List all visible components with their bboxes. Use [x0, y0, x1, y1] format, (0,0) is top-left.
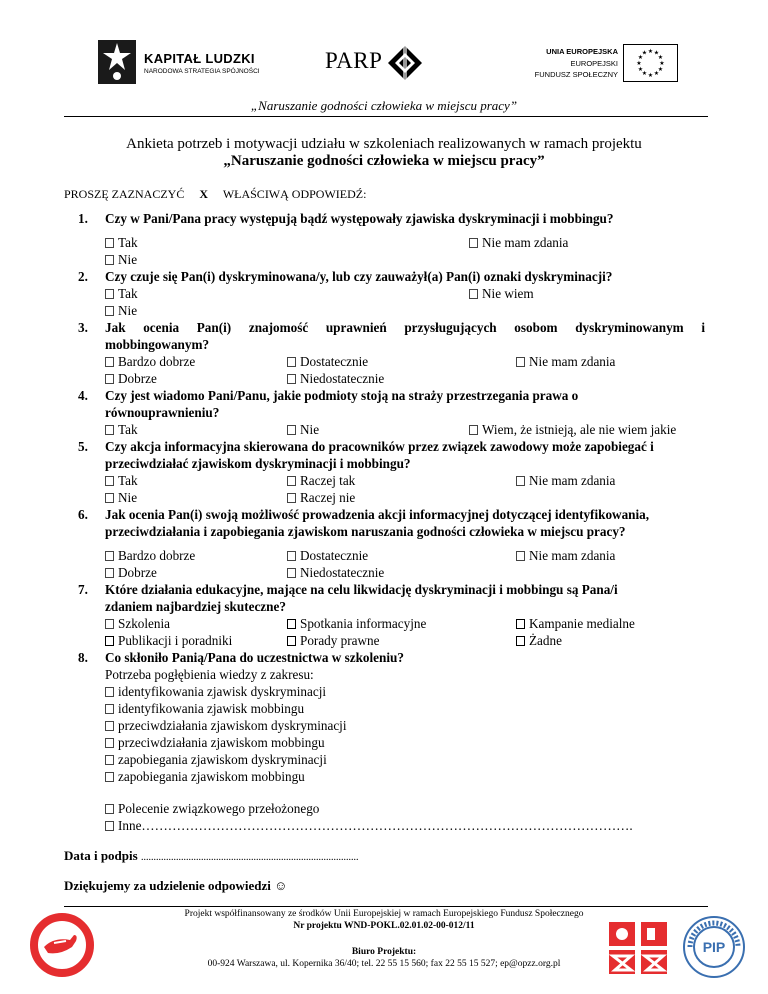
parp-text: PARP	[325, 48, 383, 73]
checkbox[interactable]	[105, 738, 114, 748]
checkbox[interactable]	[105, 821, 114, 831]
question-number: 1.	[78, 211, 88, 226]
footer-line2: Nr projektu WND-POKL.02.01.02-00-012/11	[293, 921, 475, 931]
footer-line3: Biuro Projektu:	[351, 947, 417, 957]
q7-option-szkolenia[interactable]: Szkolenia	[105, 615, 170, 632]
footer-line4: 00-924 Warszawa, ul. Kopernika 36/40; tel. 22 55 15 560; fax 22 55 15 527; ep@opzz.org.pl	[207, 959, 561, 969]
q7-option-kampanie-medialne[interactable]: Kampanie medialne	[516, 615, 635, 632]
question-text-line1: Jak ocenia Pan(i) znajomość uprawnień przysługujących osobom dyskryminowanym i	[105, 320, 705, 335]
question-number: 3.	[78, 320, 88, 335]
checkbox[interactable]	[287, 476, 296, 486]
checkbox[interactable]	[516, 357, 525, 367]
kapital-ludzki-logo	[98, 40, 258, 84]
question-number: 6.	[78, 507, 88, 522]
question-number: 4.	[78, 388, 88, 403]
q7-option-porady-prawne[interactable]: Porady prawne	[287, 632, 379, 649]
checkbox[interactable]	[516, 619, 525, 629]
q8-option-5[interactable]: zapobiegania zjawiskom dyskryminacji	[105, 751, 327, 768]
q7-option-publikacji-i-poradniki[interactable]: Publikacji i poradniki	[105, 632, 232, 649]
q8-option-6[interactable]: zapobiegania zjawiskom mobbingu	[105, 768, 305, 785]
checkbox[interactable]	[469, 238, 478, 248]
instruction	[64, 187, 366, 202]
question-text-line1: Jak ocenia Pan(i) swoją możliwość prowadzenia akcji informacyjnej dotyczącej identyfikowania,	[105, 507, 650, 522]
checkbox[interactable]	[287, 568, 296, 578]
checkbox[interactable]	[287, 425, 296, 435]
question-text-line2: przeciwdziałania i zapobiegania zjawiskom naruszania godności człowieka w miejscu pracy?	[105, 524, 626, 539]
eu-line1: UNIA EUROPEJSKA	[546, 47, 618, 56]
survey-title-line1: Ankieta potrzeb i motywacji udziału w szkoleniach realizowanych w ramach projektu	[126, 136, 642, 152]
q6-option-niedostatecznie[interactable]: Niedostatecznie	[287, 564, 384, 581]
checkbox[interactable]	[516, 551, 525, 561]
q6-option-dobrze[interactable]: Dobrze	[105, 564, 157, 581]
q7-option-zadne[interactable]: Żadne	[516, 632, 562, 649]
q2-option-nie[interactable]: Nie	[105, 302, 137, 319]
footer-divider	[64, 906, 708, 907]
q2-option-tak[interactable]: Tak	[105, 285, 138, 302]
q3-option-dostatecznie[interactable]: Dostatecznie	[287, 353, 368, 370]
checkbox[interactable]	[105, 306, 114, 316]
kapital-ludzki-emblem-icon	[98, 40, 136, 84]
q3-option-dobrze[interactable]: Dobrze	[105, 370, 157, 387]
checkbox[interactable]	[105, 636, 114, 646]
svg-text:★: ★	[641, 49, 648, 57]
checkbox[interactable]	[105, 476, 114, 486]
q5-option-raczej-nie[interactable]: Raczej nie	[287, 489, 355, 506]
checkbox[interactable]	[105, 687, 114, 697]
project-title-header: „Naruszanie godności człowieka w miejscu pracy”	[250, 98, 518, 113]
question-text-line2: zdaniem najbardziej skuteczne?	[105, 599, 286, 614]
q4-option-nie[interactable]: Nie	[287, 421, 319, 438]
question-text-line2: równouprawnieniu?	[105, 405, 220, 420]
svg-text:★: ★	[637, 66, 644, 73]
checkbox[interactable]	[287, 551, 296, 561]
checkbox[interactable]	[105, 493, 114, 503]
q1-option-tak[interactable]: Tak	[105, 234, 138, 251]
svg-text:★: ★	[647, 72, 654, 79]
question-number: 7.	[78, 582, 88, 597]
survey-title-line2: „Naruszanie godności człowieka w miejscu pracy”	[223, 153, 545, 169]
parp-logo	[325, 45, 440, 85]
signature-label: Data i podpis	[64, 848, 138, 863]
svg-text:★: ★	[636, 60, 642, 67]
pip-seal-icon	[682, 915, 746, 979]
q5-option-nie-mam-zdania[interactable]: Nie mam zdania	[516, 472, 615, 489]
question-text-line2: mobbingowanym?	[105, 337, 210, 352]
q3-option-niedostatecznie[interactable]: Niedostatecznie	[287, 370, 384, 387]
checkbox[interactable]	[287, 493, 296, 503]
q2-option-nie-wiem[interactable]: Nie wiem	[469, 285, 534, 302]
question-text: Co skłoniło Panią/Pana do uczestnictwa w szkoleniu?	[105, 650, 404, 665]
kapital-ludzki-title: KAPITAŁ LUDZKI	[144, 51, 255, 66]
thanks-text: Dziękujemy za udzielenie odpowiedzi ☺	[64, 878, 288, 893]
eu-flag-icon	[623, 44, 678, 82]
pip-letters: PIP	[702, 939, 726, 955]
q7-option-spotkania-informacyjne[interactable]: Spotkania informacyjne	[287, 615, 426, 632]
q5-option-nie[interactable]: Nie	[105, 489, 137, 506]
q3-option-bardzo-dobrze[interactable]: Bardzo dobrze	[105, 353, 195, 370]
question-text: Czy czuje się Pan(i) dyskryminowana/y, lub czy zauważył(a) Pan(i) oznaki dyskryminacji?	[105, 269, 613, 284]
checkbox[interactable]	[469, 289, 478, 299]
footer-line1: Projekt współfinansowany ze środków Unii Europejskiej w ramach Europejskiego Fundusz Społecznego	[184, 909, 584, 919]
checkbox[interactable]	[105, 568, 114, 578]
instruction-pre: PROSZĘ ZAZNACZYĆ	[64, 187, 185, 201]
hand-circle-logo-icon	[30, 913, 94, 977]
checkbox[interactable]	[516, 476, 525, 486]
question-text-line1: Czy jest wiadomo Pani/Panu, jakie podmioty stoją na straży przestrzegania prawa o	[105, 388, 579, 403]
checkbox[interactable]	[105, 619, 114, 629]
header-divider	[64, 116, 708, 117]
signature-dots[interactable]: .......................................................................................	[140, 852, 359, 863]
checkbox[interactable]	[287, 619, 296, 629]
q8-option-polecenie[interactable]: Polecenie związkowego przełożonego	[105, 800, 319, 817]
question-number: 2.	[78, 269, 88, 284]
eu-line2: EUROPEJSKI	[570, 59, 618, 68]
q8-subheading: Potrzeba pogłębienia wiedzy z zakresu:	[105, 667, 314, 682]
instruction-post: WŁAŚCIWĄ ODPOWIEDŹ:	[222, 187, 367, 201]
checkbox[interactable]	[105, 238, 114, 248]
q5-option-raczej-tak[interactable]: Raczej tak	[287, 472, 355, 489]
checkbox[interactable]	[287, 357, 296, 367]
svg-text:★: ★	[647, 48, 654, 55]
opzz-logo-icon	[607, 920, 671, 976]
q6-option-nie-mam-zdania[interactable]: Nie mam zdania	[516, 547, 615, 564]
checkbox[interactable]	[105, 425, 114, 435]
question-text-line2: przeciwdziałać zjawiskom dyskryminacji i mobbingu?	[105, 456, 411, 471]
instruction-mark: X	[199, 187, 209, 201]
question-text-line1: Które działania edukacyjne, mające na celu likwidację dyskryminacji i mobbingu są Pana/i	[105, 582, 618, 597]
q8-option-inne[interactable]: Inne………………………………………………………………………………………………….	[105, 817, 633, 834]
checkbox[interactable]	[105, 755, 114, 765]
question-text: Czy w Pani/Pana pracy występują bądź występowały zjawiska dyskryminacji i mobbingu?	[105, 211, 614, 226]
q5-option-tak[interactable]: Tak	[105, 472, 138, 489]
q3-option-nie-mam-zdania[interactable]: Nie mam zdania	[516, 353, 615, 370]
q8-option-3[interactable]: przeciwdziałania zjawiskom dyskryminacji	[105, 717, 347, 734]
q4-option-tak[interactable]: Tak	[105, 421, 138, 438]
svg-text:★: ★	[641, 70, 648, 77]
checkbox[interactable]	[287, 636, 296, 646]
q4-option-wiem-ze-istnieja[interactable]: Wiem, że istnieją, ale nie wiem jakie	[469, 421, 676, 438]
checkbox[interactable]	[287, 374, 296, 384]
q8-option-2[interactable]: identyfikowania zjawisk mobbingu	[105, 700, 304, 717]
svg-text:★: ★	[657, 54, 664, 61]
q6-option-dostatecznie[interactable]: Dostatecznie	[287, 547, 368, 564]
checkbox[interactable]	[105, 721, 114, 731]
checkbox[interactable]	[516, 636, 525, 646]
question-text-line1: Czy akcja informacyjna skierowana do pracowników przez związek zawodowy może zapobiegać i	[105, 439, 654, 454]
q8-option-4[interactable]: przeciwdziałania zjawiskom mobbingu	[105, 734, 325, 751]
question-number: 5.	[78, 439, 88, 454]
svg-text:★: ★	[653, 70, 660, 77]
checkbox[interactable]	[105, 551, 114, 561]
kapital-ludzki-subtitle: NARODOWA STRATEGIA SPÓJNOŚCI	[144, 68, 260, 75]
eu-line3: FUNDUSZ SPOŁECZNY	[534, 70, 618, 79]
svg-text:★: ★	[659, 60, 665, 67]
q8-option-1[interactable]: identyfikowania zjawisk dyskryminacji	[105, 683, 326, 700]
checkbox[interactable]	[105, 704, 114, 714]
signature-line	[64, 848, 358, 864]
q1-option-nie[interactable]: Nie	[105, 251, 137, 268]
parp-emblem-icon	[387, 45, 423, 81]
q6-option-bardzo-dobrze[interactable]: Bardzo dobrze	[105, 547, 195, 564]
checkbox[interactable]	[105, 357, 114, 367]
checkbox[interactable]	[105, 289, 114, 299]
checkbox[interactable]	[105, 374, 114, 384]
svg-text:★: ★	[637, 54, 644, 61]
checkbox[interactable]	[105, 804, 114, 814]
eu-logo	[534, 44, 680, 84]
question-number: 8.	[78, 650, 88, 665]
svg-text:★: ★	[653, 49, 660, 57]
checkbox[interactable]	[105, 772, 114, 782]
svg-text:★: ★	[657, 66, 664, 73]
q1-option-nie-mam-zdania[interactable]: Nie mam zdania	[469, 234, 568, 251]
checkbox[interactable]	[105, 255, 114, 265]
checkbox[interactable]	[469, 425, 478, 435]
